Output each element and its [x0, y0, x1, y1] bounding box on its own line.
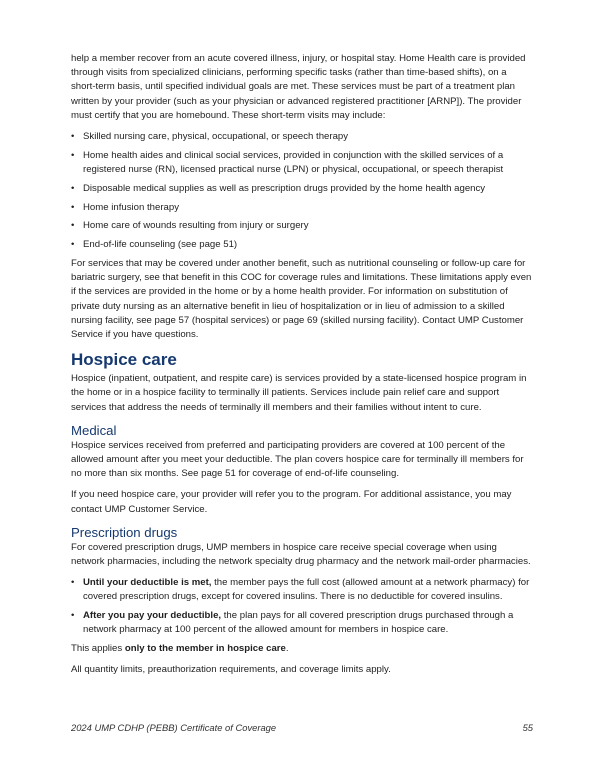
footer-document-title: 2024 UMP CDHP (PEBB) Certificate of Coverage: [71, 722, 277, 733]
list-item: • Home care of wounds resulting from injury or surgery: [71, 219, 533, 233]
list-item: • Skilled nursing care, physical, occupational, or speech therapy: [71, 130, 533, 144]
list-item: • Disposable medical supplies as well as prescription drugs provided by the home health agency: [71, 182, 533, 196]
list-item: • Until your deductible is met, the member pays the full cost (allowed amount at a network pharmacy) for covered prescription drugs, except for covered insulins. There is no deductible for covered insulins.: [71, 577, 530, 603]
prescription-drugs-subheading: Prescription drugs: [71, 524, 178, 540]
medical-subheading: Medical: [71, 422, 117, 438]
bullet-icon: •: [71, 220, 75, 232]
page-content: [71, 52, 533, 685]
hospice-intro-paragraph: Hospice (inpatient, outpatient, and respite care) is services provided by a state-licensed hospice program in the home or in a hospice facility to terminally ill patients. Services include pain relief care and support services that address the needs of terminally ill members and their families without intent to cure.: [71, 373, 527, 413]
intro-paragraph: help a member recover from an acute covered illness, injury, or hospital stay. Home Health care is provided through visits from specialized clinicians, performing specific tasks (rather than time-based shifts), on a short-term basis, until specified individual goals are met. These services must be part of a treatment plan written by your provider (such as your physician or advanced registered practitioner [ARNP]). The provider must certify that you are homebound. These short-term visits may include:: [71, 53, 526, 121]
medical-paragraph-1: Hospice services received from preferred and participating providers are covered at 100 percent of the allowed amount after you meet your deductible. The plan covers hospice care for terminally ill members for no more than six months. See page 51 for coverage of end-of-life counseling.: [71, 439, 524, 480]
rx-intro-paragraph: For covered prescription drugs, UMP members in hospice care receive special coverage when using network pharmacies, including the network specialty drug pharmacy and the network mail-order pharmacies.: [71, 541, 531, 568]
rx-list: [71, 576, 533, 637]
list-item: • Home health aides and clinical social services, provided in conjunction with the skilled services of a registered nurse (RN), licensed practical nurse (LPN) or physical, occupational, or speech therapist: [71, 149, 504, 176]
list-item: • End-of-life counseling (see page 51): [71, 238, 533, 252]
bullet-icon: •: [71, 131, 75, 143]
bullet-icon: •: [71, 610, 75, 622]
home-health-list: [71, 130, 533, 252]
bullet-icon: •: [71, 182, 75, 194]
applies-paragraph: This applies only to the member in hospice care.: [71, 643, 289, 655]
bullet-icon: •: [71, 201, 75, 213]
list-item: • After you pay your deductible, the plan pays for all covered prescription drugs purchased through a network pharmacy at 100 percent of the allowed amount for members in hospice care.: [71, 610, 514, 636]
page-footer: [71, 722, 533, 733]
medical-paragraph-2: If you need hospice care, your provider will refer you to the program. For additional assistance, you may contact UMP Customer Service.: [71, 489, 512, 515]
bullet-icon: •: [71, 577, 75, 589]
limits-paragraph: All quantity limits, preauthorization requirements, and coverage limits apply.: [71, 664, 391, 676]
other-services-paragraph: For services that may be covered under another benefit, such as nutritional counseling or follow-up care for bariatric surgery, see that benefit in this COC for coverage rules and limitations. These limitations apply even if the services are provided in the home or by a home health provider. For information on substitution of private duty nursing as an alternative benefit in lieu of hospitalization or in lieu of admission to a skilled nursing facility, see page 57 (hospital services) or page 69 (skilled nursing facility). Contact UMP Customer Service if you have questions.: [71, 258, 532, 341]
footer-page-number: 55: [522, 722, 533, 733]
bullet-icon: •: [71, 239, 75, 251]
bullet-icon: •: [71, 149, 75, 161]
list-item: • Home infusion therapy: [71, 201, 533, 215]
hospice-heading: Hospice care: [71, 350, 177, 370]
